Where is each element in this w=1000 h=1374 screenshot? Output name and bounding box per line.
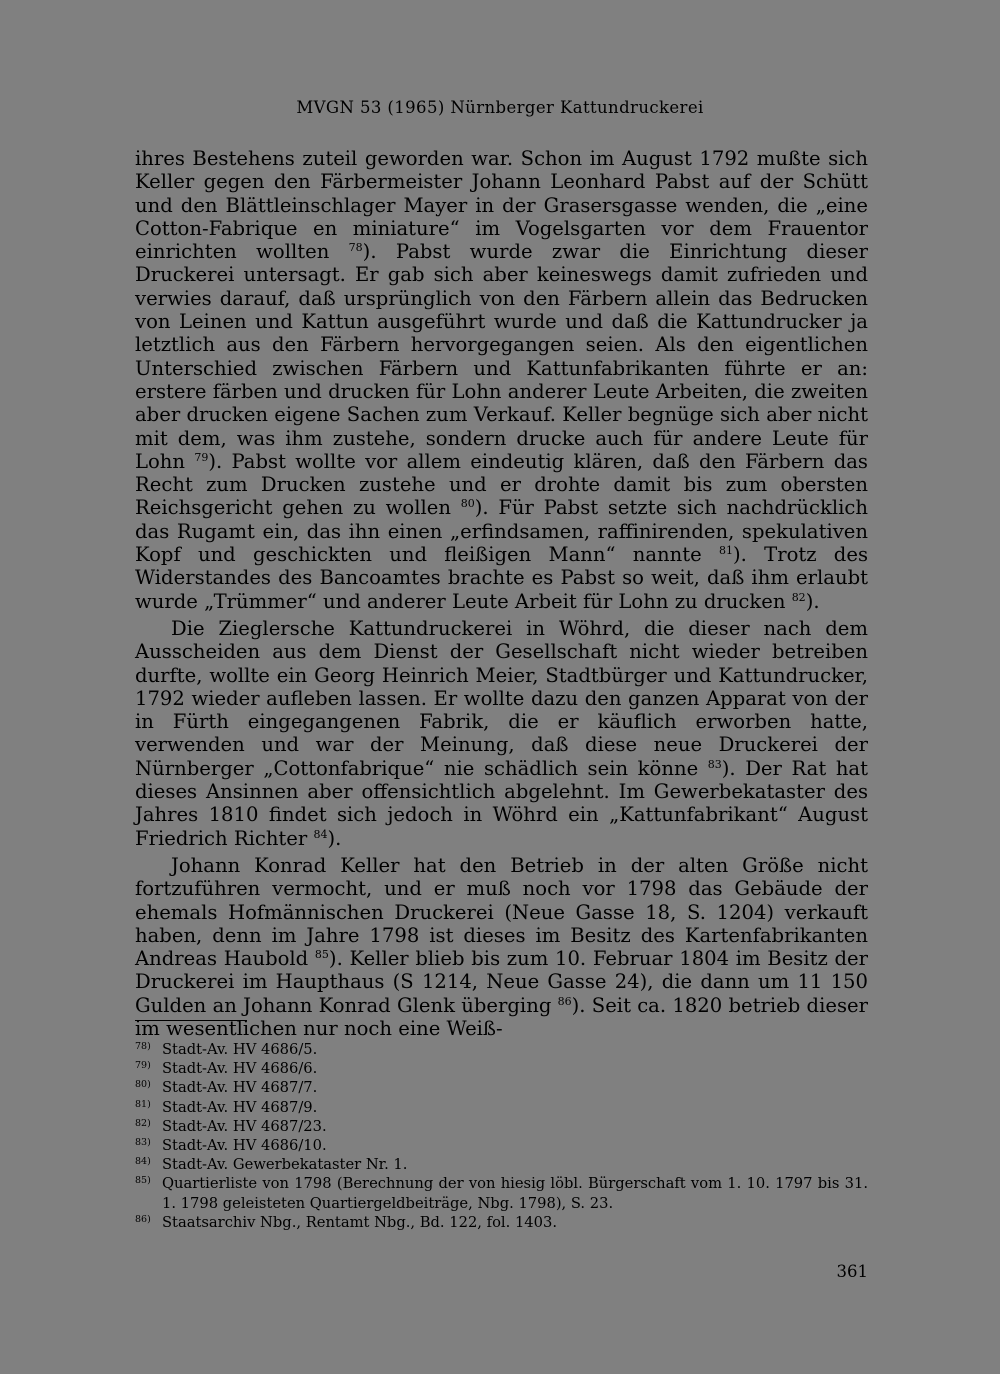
text-segment: ). Pabst wollte vor allem eindeutig klären, daß den Färbern das Recht zum Drucken zustehe und er drohte damit bis zum obersten Reichsgericht gehen zu wollen xyxy=(135,449,868,520)
footnote-number: 79) xyxy=(135,1060,151,1072)
footnote-text: Stadt-Av. HV 4687/7. xyxy=(162,1079,318,1097)
footnote-number: 80) xyxy=(135,1079,151,1091)
footnote xyxy=(135,1078,868,1097)
footnote-number: 81) xyxy=(135,1098,151,1110)
footnotes xyxy=(135,1040,868,1232)
text-segment: ). xyxy=(327,826,342,850)
footnote xyxy=(135,1059,868,1078)
footnote-reference: 85 xyxy=(314,948,329,962)
footnote-number: 84) xyxy=(135,1156,151,1168)
text-segment: ). Pabst wurde zwar die Einrichtung dieser Druckerei untersagt. Er gab sich aber keineswegs damit zufrieden und verwies darauf, daß ursprünglich von den Färbern allein das Bedrucken von Leinen und Kattun ausgeführt wurde und daß die Kattundrucker ja letztlich aus den Färbern hervorgegangen seien. Als den eigentlichen Unterschied zwischen Färbern und Kattunfabrikanten führte er an: erstere färben und drucken für Lohn anderer Leute Arbeiten, die zweiten aber drucken eigene Sachen zum Verkauf. Keller begnüge sich aber nicht mit dem, was ihm zustehe, sondern drucke auch für andere Leute für Lohn xyxy=(135,240,868,473)
body-text xyxy=(135,147,868,1040)
text-segment: ). Für Pabst setzte sich nachdrücklich das Rugamt ein, das ihn einen „erfindsamen, raffinirenden, spekulativen Kopf und geschickten und fleißigen Mann“ nannte xyxy=(135,496,868,567)
footnote-reference: 81 xyxy=(719,544,734,558)
footnote xyxy=(135,1174,868,1212)
text-segment: ). Der Rat hat dieses Ansinnen aber offensichtlich abgelehnt. Im Gewerbekataster des Jahres 1810 findet sich jedoch in Wöhrd ein „Kattunfabrikant“ August Friedrich Richter xyxy=(135,756,868,850)
footnote-text: Stadt-Av. HV 4687/9. xyxy=(162,1098,318,1116)
footnote-number: 78) xyxy=(135,1041,151,1052)
footnote xyxy=(135,1155,868,1174)
footnote-text: Stadt-Av. Gewerbekataster Nr. 1. xyxy=(162,1156,408,1174)
footnote xyxy=(135,1213,868,1232)
footnote-text: Stadt-Av. HV 4687/23. xyxy=(162,1117,327,1135)
footnote xyxy=(135,1136,868,1155)
footnote xyxy=(135,1040,868,1059)
footnote-reference: 84 xyxy=(313,827,328,841)
footnote-reference: 86 xyxy=(557,994,572,1008)
running-head: MVGN 53 (1965) Nürnberger Kattundruckerei xyxy=(296,98,704,117)
footnote-number: 86) xyxy=(135,1213,151,1225)
footnote-number: 85) xyxy=(135,1175,151,1187)
footnote-reference: 83 xyxy=(707,757,722,771)
paragraph xyxy=(135,617,868,850)
paragraph xyxy=(135,147,868,613)
footnote-number: 83) xyxy=(135,1137,151,1149)
footnote-reference: 79 xyxy=(194,450,209,464)
footnote-text: Stadt-Av. HV 4686/10. xyxy=(162,1137,327,1155)
text-segment: ihres Bestehens zuteil geworden war. Schon im August 1792 mußte sich Keller gegen den Färbermeister Johann Leonhard Pabst auf der Schütt und den Blättleinschlager Mayer in der Grasersgasse wenden, die „eine Cotton-Fabrique en miniature“ im Vogelsgarten vor dem Frauentor einrichten wollten xyxy=(135,147,868,264)
footnote-reference: 80 xyxy=(460,497,475,511)
page-number: 361 xyxy=(836,1262,868,1281)
footnote-number: 82) xyxy=(135,1117,151,1129)
text-segment: ). Trotz des Widerstandes des Bancoamtes brachte es Pabst so weit, daß ihm erlaubt wurde „Trümmer“ und anderer Leute Arbeit für Lohn zu drucken xyxy=(135,543,868,613)
footnote-rule xyxy=(135,1020,247,1021)
text-segment: ). Seit ca. 1820 betrieb dieser im wesentlichen nur noch eine Weiß- xyxy=(135,993,868,1040)
footnote-text: Stadt-Av. HV 4686/6. xyxy=(162,1060,318,1078)
text-segment: Johann Konrad Keller hat den Betrieb in der alten Größe nicht fortzuführen vermocht, und er muß noch vor 1798 das Gebäude der ehemals Hofmännischen Druckerei (Neue Gasse 18, S. 1204) verkauft haben, denn im Jahre 1798 ist dieses im Besitz des Kartenfabrikanten Andreas Haubold xyxy=(135,853,868,971)
footnote-reference: 78 xyxy=(348,241,363,255)
footnote xyxy=(135,1117,868,1136)
footnote-text: Staatsarchiv Nbg., Rentamt Nbg., Bd. 122, fol. 1403. xyxy=(162,1213,557,1231)
footnote-text: Quartierliste von 1798 (Berechnung der von hiesig löbl. Bürgerschaft vom 1. 10. 1797 bis 31. 1. 1798 geleisteten Quartiergeldbeiträge, Nbg. 1798), S. 23. xyxy=(162,1175,868,1212)
paragraph xyxy=(135,854,868,1040)
footnote-text: Stadt-Av. HV 4686/5. xyxy=(162,1041,318,1058)
text-segment: Die Zieglersche Kattundruckerei in Wöhrd, die dieser nach dem Ausscheiden aus dem Dienst der Gesellschaft nicht wieder betreiben durfte, wollte ein Georg Heinrich Meier, Stadtbürger und Kattundrucker, 1792 wieder aufleben lassen. Er wollte dazu den ganzen Apparat von der in Fürth eingegangenen Fabrik, die er käuflich erworben hatte, verwenden und war der Meinung, daß diese neue Druckerei der Nürnberger „Cottonfabrique“ nie schädlich sein könne xyxy=(135,616,868,780)
text-segment: ). xyxy=(805,589,820,613)
footnote xyxy=(135,1098,868,1117)
footnote-reference: 82 xyxy=(791,590,806,604)
text-segment: ). Keller blieb bis zum 10. Februar 1804 im Besitz der Druckerei im Haupthaus (S 1214, Neue Gasse 24), die dann um 11 150 Gulden an Johann Konrad Glenk überging xyxy=(135,947,868,1017)
